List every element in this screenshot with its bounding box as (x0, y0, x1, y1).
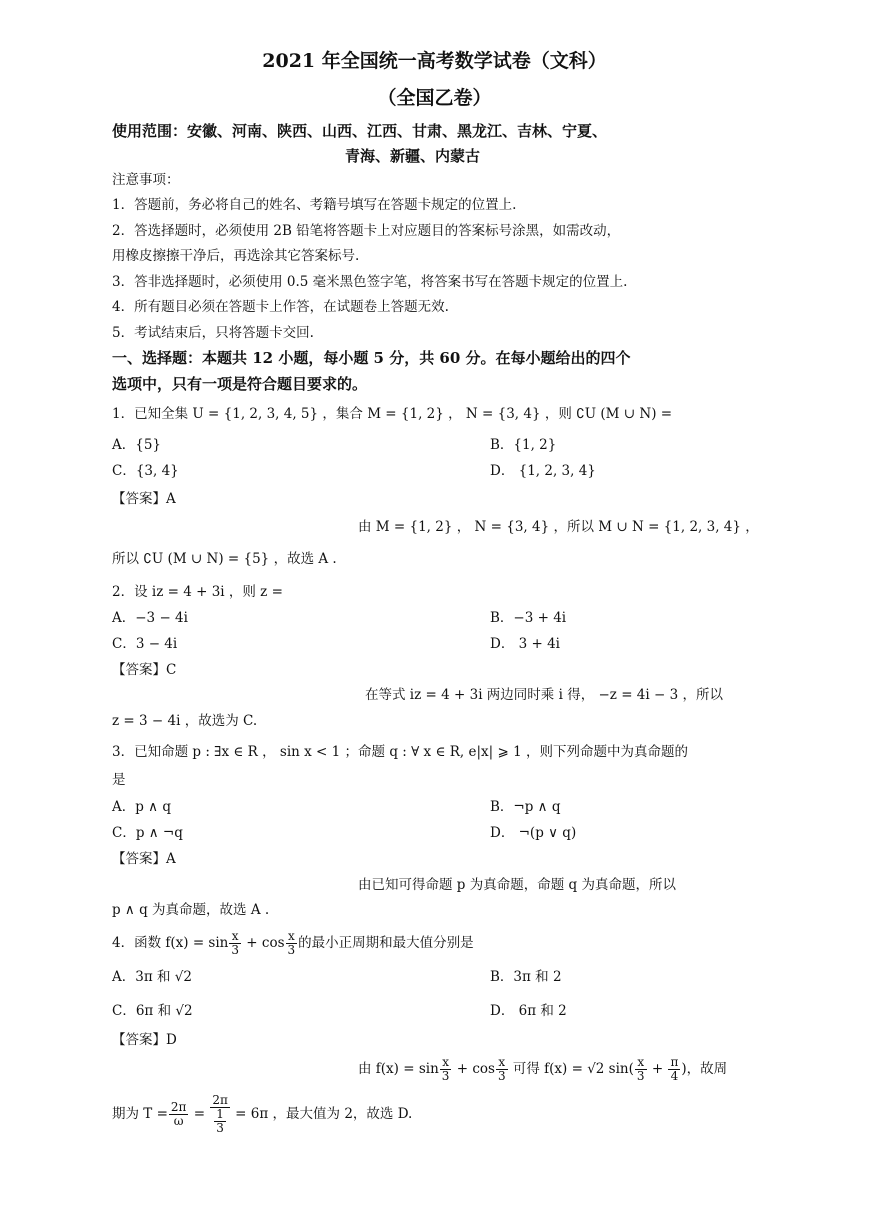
q1-option-c: C．{3, 4} (112, 463, 179, 479)
q2-option-b: B．−3 + 4i (490, 610, 567, 626)
q4-sol-frac-1-den: 3 (441, 1069, 450, 1083)
q4-frac-1-den: 3 (231, 943, 239, 957)
note-item-2: 2．答选择题时，必须使用 2B 铅笔将答题卡上对应题目的答案标号涂黑，如需改动， (112, 223, 621, 239)
q4-stem-mid: + cos (242, 935, 285, 951)
note-item-4: 4．所有题目必须在答题卡上作答，在试题卷上答题无效. (112, 299, 449, 315)
q2-option-c: C．3 − 4i (112, 636, 178, 652)
q4-period-inner-den: 3 (216, 1121, 224, 1135)
q4-frac-2 (286, 930, 298, 957)
note-item-3: 3．答非选择题时，必须使用 0.5 毫米黑色签字笔，将答案书写在答题卡规定的位置上. (112, 274, 628, 290)
q1-option-b: B．{1, 2} (490, 437, 557, 453)
q4-sol-frac-3 (635, 1056, 647, 1083)
q4-period-frac-1-num: 2π (170, 1100, 187, 1114)
q2-option-d: D． 3 + 4i (490, 636, 561, 652)
q4-sol2-c: = 6π ，最大值为 2，故选 D. (230, 1106, 413, 1122)
q1-option-a: A．{5} (112, 437, 162, 453)
q4-solution-1 (358, 1056, 727, 1083)
q4-stem (112, 930, 474, 957)
q3-option-d: D． ¬(p ∨ q) (490, 825, 577, 841)
note-item-2-cont: 用橡皮擦擦干净后，再选涂其它答案标号. (112, 248, 360, 264)
q4-frac-2-den: 3 (287, 943, 296, 957)
q4-stem-pre: 4．函数 f(x) = sin (112, 935, 229, 951)
q2-answer: 【答案】C (112, 662, 177, 678)
section-heading-2: 选项中，只有一项是符合题目要求的。 (112, 375, 368, 393)
q3-stem-1: 3．已知命题 p : ∃x ∈ R ， sin x < 1 ；命题 q : ∀ x ∈ R, e|x| ⩾ 1 ，则下列命题中为真命题的 (112, 744, 688, 760)
q4-sol-frac-3-num: x (635, 1056, 647, 1070)
note-item-1: 1．答题前，务必将自己的姓名、考籍号填写在答题卡规定的位置上. (112, 197, 517, 213)
page-title: 2021 年全国统一高考数学试卷（文科） (262, 50, 607, 72)
q3-solution-1: 由已知可得命题 p 为真命题，命题 q 为真命题，所以 (358, 877, 676, 893)
q4-option-b: B．3π 和 2 (490, 969, 562, 985)
q4-option-a: A．3π 和 √2 (112, 969, 192, 985)
note-item-5: 5．考试结束后，只将答题卡交回. (112, 325, 314, 341)
q1-solution-2: 所以 ∁U (M ∪ N) = {5} ，故选 A . (112, 551, 337, 567)
q4-sol-frac-2-den: 3 (497, 1069, 506, 1083)
q3-stem-2: 是 (112, 772, 126, 788)
q4-period-frac-1 (169, 1101, 189, 1128)
q1-stem: 1．已知全集 U = {1, 2, 3, 4, 5} ，集合 M = {1, 2} ， N = {3, 4} ，则 ∁U (M ∪ N) = (112, 406, 673, 422)
q4-option-c: C．6π 和 √2 (112, 1003, 193, 1019)
q4-sol-a: 由 f(x) = sin (358, 1061, 439, 1077)
scope-line-1: 使用范围：安徽、河南、陕西、山西、江西、甘肃、黑龙江、吉林、宁夏、 (112, 122, 608, 140)
q4-sol-frac-2-num: x (496, 1056, 508, 1070)
q4-frac-2-num: x (286, 930, 298, 944)
q4-period-frac-2-den (210, 1108, 230, 1135)
q4-period-frac-2 (210, 1094, 230, 1135)
q4-frac-1-num: x (229, 930, 241, 944)
section-heading-1: 一、选择题：本题共 12 小题，每小题 5 分，共 60 分。在每小题给出的四个 (112, 349, 631, 367)
q2-stem: 2．设 iz = 4 + 3i ，则 z = (112, 584, 283, 600)
q4-sol-frac-1-num: x (440, 1056, 452, 1070)
scope-line-2: 青海、新疆、内蒙古 (345, 147, 481, 165)
q3-solution-2: p ∧ q 为真命题，故选 A . (112, 902, 270, 918)
q4-sol2-b: = (189, 1106, 210, 1122)
notes-heading: 注意事项： (112, 172, 180, 188)
q4-answer: 【答案】D (112, 1032, 177, 1048)
q2-solution-2: z = 3 − 4i ，故选为 C. (112, 713, 258, 729)
q3-answer: 【答案】A (112, 851, 176, 867)
q4-stem-post: 的最小正周期和最大值分别是 (298, 935, 474, 951)
q3-option-a: A．p ∧ q (112, 799, 171, 815)
q4-sol-frac-3-den: 3 (636, 1069, 645, 1083)
q4-sol-b: + cos (452, 1061, 495, 1077)
q1-option-d: D． {1, 2, 3, 4} (490, 463, 596, 479)
q2-option-a: A．−3 − 4i (112, 610, 188, 626)
q4-sol-frac-4 (668, 1056, 680, 1083)
q3-option-b: B．¬p ∧ q (490, 799, 561, 815)
q4-sol-d: + (647, 1061, 668, 1077)
q4-sol-e: )，故周 (681, 1061, 728, 1077)
q4-period-inner-num: 1 (216, 1107, 224, 1121)
q4-solution-2 (112, 1094, 412, 1135)
q1-solution-1: 由 M = {1, 2} ， N = {3, 4} ，所以 M ∪ N = {1, 2, 3, 4} ， (358, 519, 759, 535)
q4-option-d: D． 6π 和 2 (490, 1003, 567, 1019)
q4-sol-frac-2 (496, 1056, 508, 1083)
q4-period-frac-2-num: 2π (212, 1093, 228, 1107)
q4-frac-1 (229, 930, 241, 957)
q4-sol2-a: 期为 T = (112, 1106, 168, 1122)
q2-solution-1: 在等式 iz = 4 + 3i 两边同时乘 i 得， −z = 4i − 3 ，所以 (365, 687, 723, 703)
q1-answer: 【答案】A (112, 491, 176, 507)
q4-period-frac-1-den: ω (173, 1114, 184, 1128)
page-subtitle: （全国乙卷） (377, 87, 492, 109)
q4-sol-frac-4-den: 4 (670, 1069, 679, 1083)
q4-sol-frac-4-num: π (670, 1055, 679, 1069)
q4-period-inner-frac (214, 1108, 226, 1135)
q4-sol-frac-1 (440, 1056, 452, 1083)
q4-sol-c: 可得 f(x) = √2 sin( (508, 1061, 634, 1077)
q3-option-c: C．p ∧ ¬q (112, 825, 183, 841)
